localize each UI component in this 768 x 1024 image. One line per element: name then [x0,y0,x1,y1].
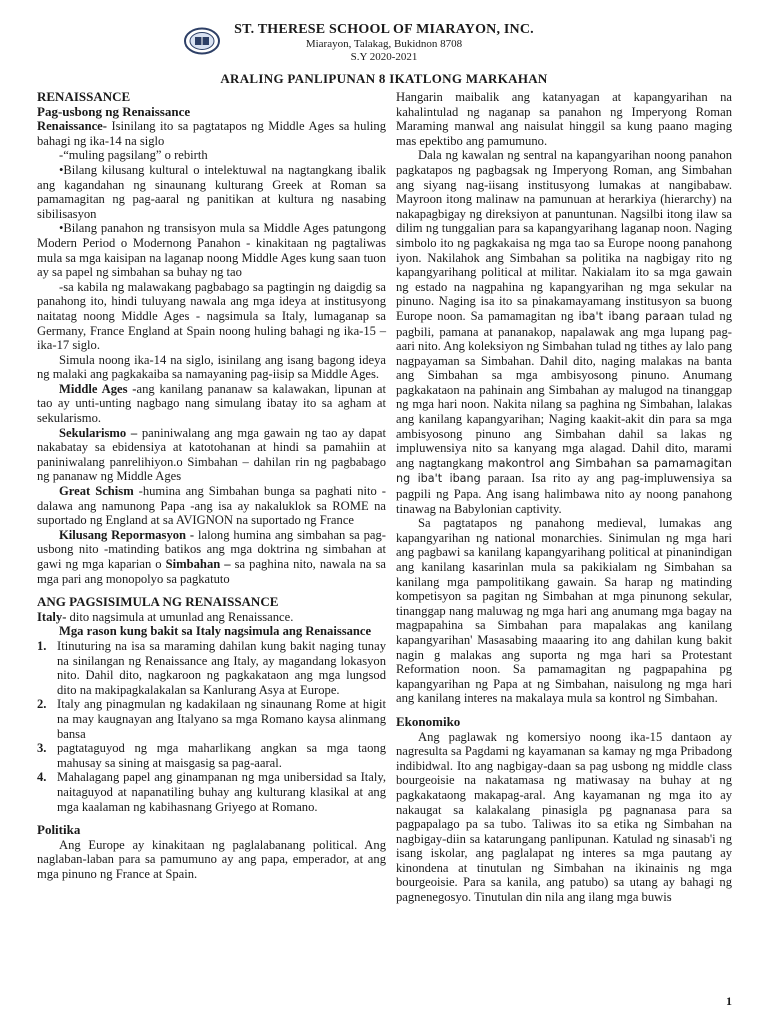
list-item [37,639,386,697]
term: Italy- [37,609,67,624]
text: paraan. Isa rito ay ang pag-impluwensiya sa pagpili ng Papa. Ang isang halimbawa nito ay noong panahong tinawag na Babylonian captivity. [396,471,732,516]
text: ang kanilang pananaw sa kalawakan, lipunan at tao ay unti-unting nagbago nang simulang ibatay ito sa agham at sekularismo. [37,381,386,426]
list-item [37,697,386,741]
list-item [37,770,386,814]
text: Isinilang ito sa pagtatapos ng Middle Ages sa huling bahagi ng ika-14 na siglo [37,119,386,148]
paragraph [396,148,732,516]
text: tulad ng pagbili, pamana at pananakop, napalawak ang mga lupang pag-aari nito. Ang koleksiyon ng Simbahan tulad ng tithes ay lalo pang nagpayaman sa Simbahan. Dahil dito, naging malakas na banta ang Simbahan sa mga ambisyosong pinuno. Anumang pagkakataon na pahinain ang Simbahan ay malugod na tinanggap ng mga hari noon. Nakita nilang sa paghina ng Simbahan, lalakas ang kanilang kapangyarihan; Naging kaakit-akit din para sa mga ambisyosong pinuno ang Simbahan dahil sa lakas ng impluwensiya nito sa kanyang mga alagad. Dahil dito, marami ang nagtangkang [396,308,732,470]
paragraph: -sa kabila ng malawakang pagbabago sa pagtingin ng daigdig sa panahong ito, hindi tuluyang nawala ang mga ideya at institusyong naitatag noong Middle Ages - nagsimula sa Italy, lumaganap sa Germany, France England at Spain noong huling bahagi ng ika-15 – ika-17 siglo. [37,279,386,353]
text: -humina ang Simbahan bunga sa paghati nito -dalawa ang namunong Papa -ang isa ay nakaluklok sa ROME na suportado ng England at sa AVIGNON na suportado ng France [37,484,386,528]
reasons-list [37,639,386,814]
right-column [396,90,732,905]
paragraph [37,610,386,625]
paragraph: •Bilang panahon ng transisyon mula sa Middle Ages patungong Modern Period o Modernong Panahon - kinakitaan ng pagtaliwas mula sa mga kaisipan na laganap noong Middle Ages kung saan tuon ay sa papel ng simbahan sa buhay ng tao [37,221,386,280]
text: paniniwalang ang mga gawain ng tao ay dapat nakabatay sa ebidensiya at katotohanan at hindi sa pamahiin at paniniwalang panrelihiyon.o Simbahan – dahilan rin ng pagbabago ng pananaw ng Middle Ages [37,425,387,484]
list-number: 4. [37,770,47,785]
text: lalong humina ang simbahan sa pag-usbong nito -matinding batikos ang mga doktrina ng simbahan at gawi ng mga kaparian o [37,527,386,571]
paragraph [37,119,386,148]
text: dito nagsimula at umunlad ang Renaissance. [66,609,294,624]
section-heading: RENAISSANCE [37,89,131,104]
section-heading: ANG PAGSISIMULA NG RENAISSANCE [37,594,279,610]
text: makontrol ang Simbahan sa pamamagitan ng iba't ibang [396,456,733,486]
paragraph: Ang Europe ay kinakitaan ng paglalabanang political. Ang naglaban-laban para sa pamumuno ay ang papa, emperador, at ang mga pinuno ng France at Spain. [37,837,386,881]
section-heading: Politika [37,822,81,838]
subsection-heading: Mga rason kung bakit sa Italy nagsimula ang Renaissance [59,624,372,639]
school-name: ST. THERESE SCHOOL OF MIARAYON, INC. [234,22,534,37]
paragraph: Hangarin maibalik ang katanyagan at kapangyarihan na kahalintulad ng naganap sa panahon ng Imperyong Roman Maraming manwal ang naisulat hinggil sa kung paano maging mas epektibo ang pamumuno. [396,90,732,148]
paragraph [37,484,386,528]
document-header [0,22,768,64]
list-text: pagtataguyod ng mga maharlikang angkan sa mga taong mahusay sa sining at maisgasig sa pag-aaral. [57,741,386,770]
paragraph [37,426,386,484]
list-item [37,741,386,770]
text: iba't ibang paraan [578,309,685,323]
paragraph: Simula noong ika-14 na siglo, isinilang ang isang bagong ideya ng malaki ang pagkakaiba sa namayaning pag-iisip sa Middle Ages. [37,352,386,382]
list-text: Mahalagang papel ang ginampanan ng mga unibersidad sa Italy, naitaguyod at napanatiling buhay ang kulturang klasikal at ang mga kaalaman ng kabihasnang Griyego at Romano. [57,770,386,814]
school-year: S.Y 2020-2021 [350,51,418,63]
term: Great Schism [59,484,134,499]
paragraph: Ang paglawak ng komersiyo noong ika-15 dantaon ay nagresulta sa Pagdami ng kayamanan sa kamay ng mga Pribadong indibidwal. Ito ang nagbigay-daan sa pag usbong ng middle class bourgeoisie na nakatamasa ng matiwasay na buhay at ng pagkakataong makapag-aral. Ang kayamanan ng mga ito ay nakaugat sa kalakalang pinasigla pg pagnanasa para sa pagpapalago pa sa tubo. Taliwas ito sa etika ng Simbahan na nagbigay-diin sa katarungang panlipunan. Katulad ng sinasab'i ng isang iskolar, ang paglalapat ng interes sa mga pautang ay kinondena at tinutulan ng Simbahan na ikinainis ng mga bourgeoisie. Para sa kanila, ang patubo) sa utang ay bahagi ng pagnenegosyo. Tinutulan din nila ang ilang mga buwis [396,729,732,905]
text: sa paghina nito, nawala na sa mga pari ang monopolyo sa pagkatuto [37,557,387,586]
paragraph [37,528,386,586]
list-text: Itinuturing na isa sa maraming dahilan kung bakit naging tunay na sinilangan ng Renaissance ang Italy, ay magandang lokasyon nito. Dahil dito, nagkaroon ng pagkakataon ang mga lungsod dito na makipagkalakalan sa Kanlurang Asya at Europe. [57,638,386,697]
term: Simbahan – [165,557,231,571]
list-number: 1. [37,638,47,653]
paragraph: -“muling pagsilang” o rebirth [59,148,208,163]
text: Dala ng kawalan ng sentral na kapangyarihan noong panahon pagkatapos ng pagbagsak ng Imperyong Roman, ang Simbahan ang siyang nag-iisang institusyong lumakas at nangibabaw. Mayroon itong malinaw na pamunuan at herarkiya (hierarchy) na nakapagbigay ng direksiyon at panuntunan. Nagsilbi itong ilaw sa dilim ng tunggalian para sa kapangyarihang laganap noon. Naging simbolo ito ng pagkakaisa ng mga tao sa Europe noong panahong iyon. Nakilahok ang Simbahan sa politika na nagbigay rito ng kapangyarihang political at militar. Nakialam ito sa mga gawain ng estado na nagpahina ng kapangyarihan ng mga sekular na pinuno. Naging isa ito sa pinakamayamang institusyon sa buong Europe noon. Sa pamamagitan ng [396,148,732,323]
paragraph: Sa pagtatapos ng panahong medieval, lumakas ang kapangyarihan ng national monarchies. Sinimulan ng mga hari ang pagbawi sa kanilang kapangyarihang political at pinanindigan ang kanilang kasarinlan mula sa pakikialam ng Simbahan sa kanilang mga pampolitikang gawain. Sa harap ng matinding kompetisyon sa pagitan ng Simbahan at mga pinunong sekular, tinanggap nang maluwag ng mga hari ang anumang mga bagay na magpapahina sa Simbahan para mapalakas ang kanilang kapangyarihan' Masasabing maaaring ito ang dahilan kung bakit nagin g malakas ang suporta ng mga hari sa Protestant Reformation noon. Sa pamamagitan ng pagpapahina pg kapangyarihan ng Papa at ng Simbahan, naisulong ng mga hari ang kanilang interes na makalaya mula sa kontrol ng Simbahan. [396,516,732,706]
list-text: Italy ang pinagmulan ng kadakilaan ng sinaunang Rome at higit na may kaugnayan ang Italyano sa mga Romano kaysa alinmang bansa [57,697,386,741]
subsection-heading: Pag-usbong ng Renaissance [37,103,191,119]
section-heading: Ekonomiko [396,713,461,729]
term: Sekularismo – [59,425,138,440]
left-column [37,90,386,881]
paragraph: •Bilang kilusang kultural o intelektuwal na nagtangkang ibalik ang kagandahan ng sinaunang kulturang Greek at Roman sa pamamagitan ng pag-aaral ng panitikan at kultura ng nasabing sibilisasyon [37,162,386,221]
list-number: 2. [37,697,47,712]
term: Kilusang Repormasyon - [59,527,195,542]
paragraph [37,382,386,426]
list-number: 3. [37,741,47,756]
term: Renaissance- [37,119,107,134]
document-title: ARALING PANLIPUNAN 8 IKATLONG MARKAHAN [220,71,548,86]
school-address: Miarayon, Talakag, Bukidnon 8708 [305,38,463,50]
page-number: 1 [726,994,732,1008]
term: Middle Ages - [59,381,137,396]
